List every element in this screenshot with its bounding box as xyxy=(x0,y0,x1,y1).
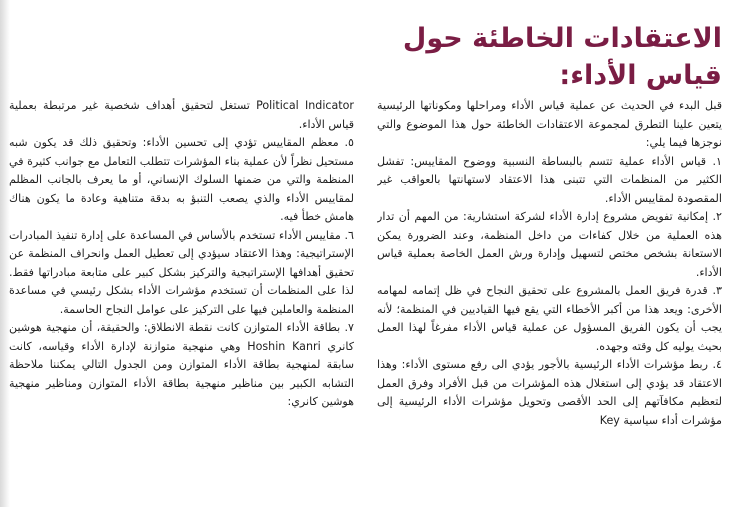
article-title xyxy=(362,20,722,94)
misconception-4: ٤. ربط مؤشرات الأداء الرئيسية بالأجور يؤدي الى رفع مستوى الأداء: وهذا الاعتقاد قد يؤدي إلى استغلال هذه المؤشرات من قبل الأفراد وفرق العمل لتعظيم مكافآتهم إلى الحد الأقصى وتحويل مؤشرات الأداء الرئيسية إلى مؤشرات أداء سياسية Key xyxy=(377,358,722,427)
title-line-2: قياس الأداء: xyxy=(559,60,722,91)
misconception-2: ٢. إمكانية تفويض مشروع إدارة الأداء لشركة استشارية: من المهم أن تدار هذه العملية من خلال كفاءات من داخل المنظمة، وعند الضرورة يمكن الاستعانة بشخص مختص لتسهيل وإدارة ورش العمل الخاصة بعملية قياس الأداء. xyxy=(377,210,722,279)
misconception-7: ٧. بطاقة الأداء المتوازن كانت نقطة الانطلاق: والحقيقة، أن منهجية هوشين كانري Hoshin Kanri وهي منهجية متوازنة لإدارة الأداء وقياسه، كانت سابقة لمنهجية بطاقة الأداء المتوازن ومن الجدول التالي يمكننا ملاحظة التشابه الكبير بين مناظير منهجية بطاقة الأداء المتوازن ومناظير منهجية هوشين كانري: xyxy=(9,321,354,408)
misconception-3: ٣. قدرة فريق العمل بالمشروع على تحقيق النجاح في ظل إتمامه لمهامه الأخرى: ويعد هذا من أكبر الأخطاء التي يقع فيها القياديين في المنظمة؛ لأنه يجب أن يكون الفريق المسؤول عن عملية قياس الأداء مفرغاً لهذا العمل بحيث يوليه كل وقته وجهده. xyxy=(377,284,722,353)
right-text-column xyxy=(377,97,722,507)
misconception-1: ١. قياس الأداء عملية تتسم بالبساطة النسبية ووضوح المقاييس: تفشل الكثير من المنظمات التي تتبنى هذا الاعتقاد لاستهانتها بالعواقب غير المقصودة لمقاييس الأداء. xyxy=(377,154,722,205)
misconception-6: ٦. مقاييس الأداء تستخدم بالأساس في المساعدة على إدارة تنفيذ المبادرات الإستراتيجية: وهذا الاعتقاد سيؤدي إلى تعطيل العمل وانحراف المنظمة عن تحقيق أهدافها الإستراتيجية والتركيز بشكل كبير على متابعة مبادراتها فقط. لذا على المنظمات أن تستخدم مؤشرات الأداء بشكل رئيسي في مساعدة المنظمة والعاملين فيها على التركيز على عوامل النجاح الحاسمة. xyxy=(9,228,354,316)
misconception-5: ٥. معظم المقاييس تؤدي إلى تحسين الأداء: وتحقيق ذلك قد يكون شبه مستحيل نظراً لأن عملية بناء المؤشرات تتطلب التعامل مع جوانب كثيرة في المنظمة والتي من ضمنها السلوك الإنساني، أو ما يعرف بالجانب المظلم لمقاييس الأداء والذي يصعب التنبؤ به بدقة متناهية وعادة ما يكون هناك هامش خطأ فيه. xyxy=(9,136,354,223)
intro-paragraph: قبل البدء في الحديث عن عملية قياس الأداء ومراحلها ومكوناتها الرئيسية يتعين علينا التطرق لمجموعة الاعتقادات الخاطئة حول هذا الموضوع والتي نوجزها فيما يلي: xyxy=(377,99,722,149)
title-line-1: الاعتقادات الخاطئة حول xyxy=(402,23,722,54)
misconception-4-continued: Political Indicator تستغل لتحقيق أهداف شخصية غير مرتبطة بعملية قياس الأداء. xyxy=(9,99,354,131)
left-text-column xyxy=(9,97,354,507)
